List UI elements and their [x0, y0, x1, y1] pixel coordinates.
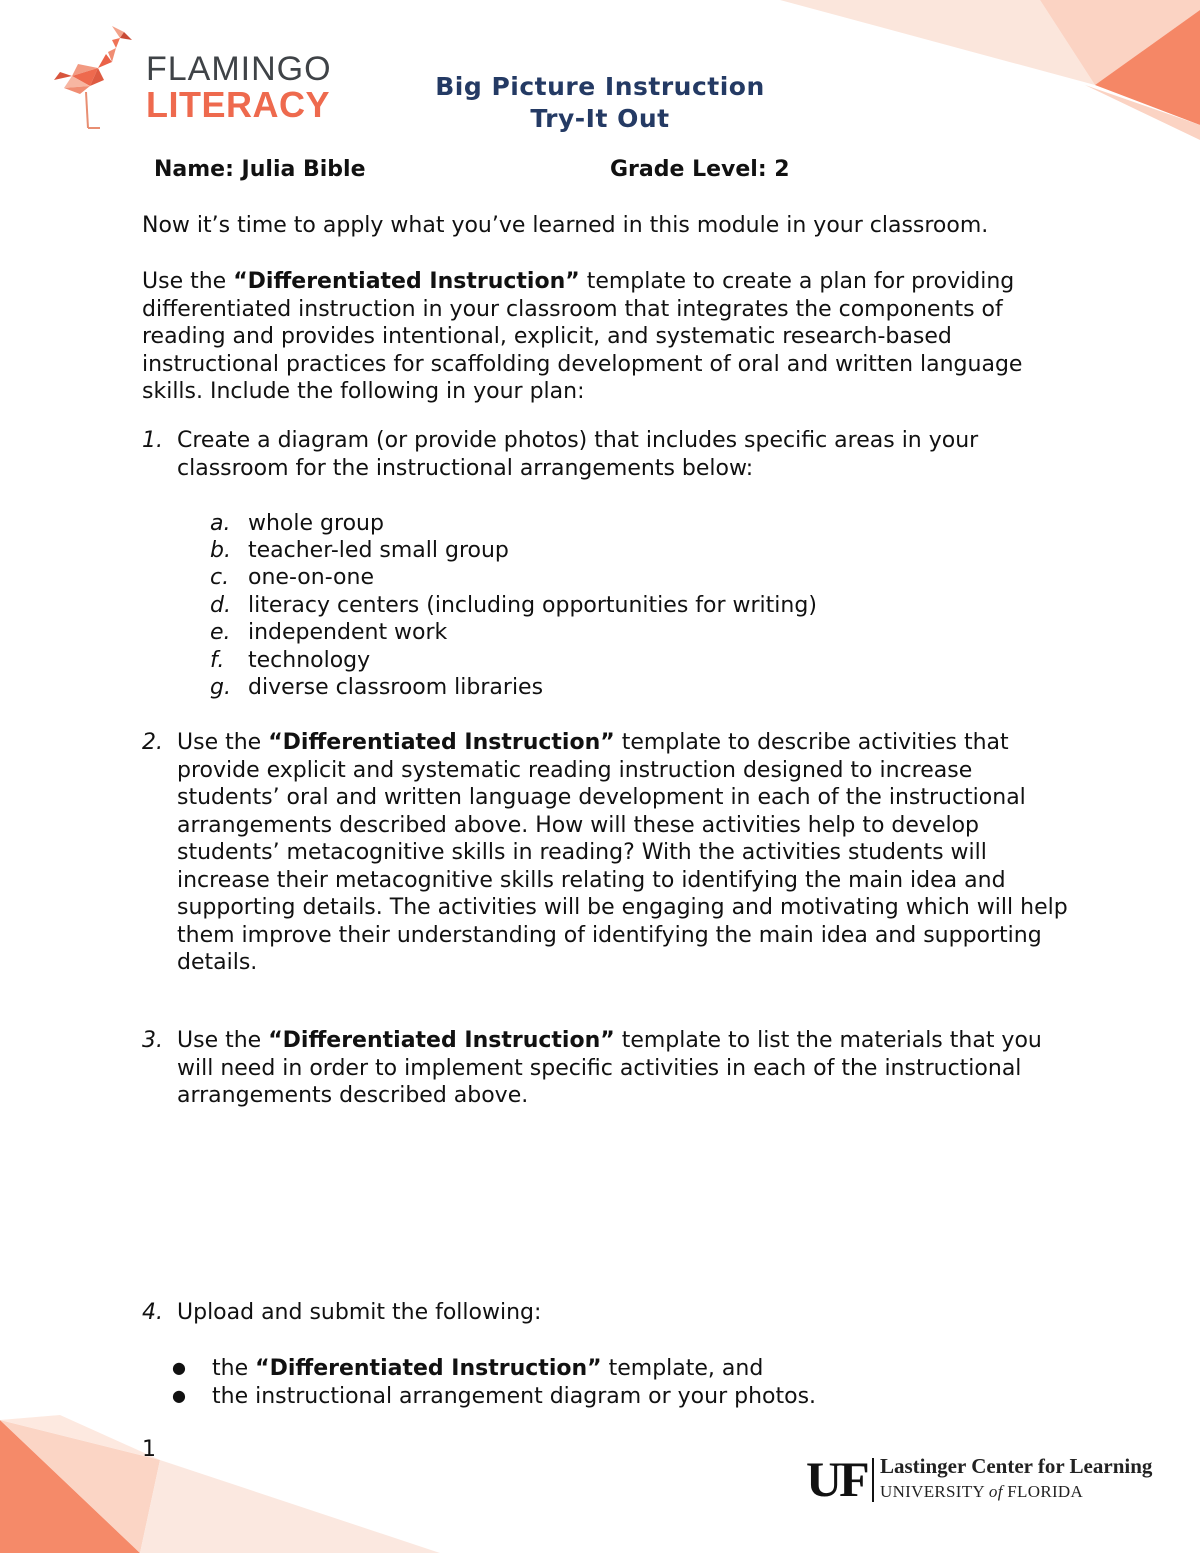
page-number: 1 [142, 1437, 156, 1462]
item-pre: Use the [177, 730, 269, 755]
sub-text: independent work [248, 620, 448, 645]
instructions-pre: Use the [142, 269, 234, 294]
sub-item-e [210, 619, 447, 647]
bullet-pre: the [212, 1356, 256, 1381]
item-text [177, 729, 1072, 977]
sub-item-b [210, 537, 509, 565]
uf-of: of [988, 1482, 1003, 1501]
list-item-1 [142, 427, 1072, 482]
template-name: “Differentiated Instruction” [255, 1356, 602, 1381]
sub-text: teacher-led small group [248, 538, 509, 563]
uf-university: UNIVERSITY [880, 1482, 989, 1501]
item-text: Create a diagram (or provide photos) that includes specific areas in your classroom for the instructional arrangements below: [177, 428, 979, 481]
item-text [177, 1027, 1072, 1110]
item-post: template to list the materials that you will need in order to implement specific activities in each of the instructional arrangements described above. [177, 1028, 1042, 1108]
item-number: 2. [142, 730, 163, 755]
bullet-icon: ● [172, 1386, 186, 1405]
sub-item-c [210, 564, 374, 592]
logo-wordmark-top: FLAMINGO [146, 50, 332, 88]
page-subtitle: Try-It Out [530, 104, 670, 133]
bullet-post: template, and [601, 1356, 764, 1381]
sub-letter: f. [210, 648, 225, 673]
template-name: “Differentiated Instruction” [268, 730, 615, 755]
sub-letter: b. [210, 538, 231, 563]
intro-paragraph: Now it’s time to apply what you’ve learned in this module in your classroom. [142, 213, 989, 238]
item-text: Upload and submit the following: [177, 1300, 542, 1325]
uf-mark: UF [806, 1451, 867, 1507]
sub-text: diverse classroom libraries [248, 675, 544, 700]
list-item-2 [142, 729, 1072, 977]
instructions-post: template to create a plan for providing differentiated instruction in your classroom that integrates the components of reading and provides intentional, explicit, and systematic research-based instructional practices for scaffolding development of oral and written language skills. Include the following in your plan: [142, 269, 1023, 404]
sub-item-g [210, 674, 543, 702]
sub-letter: e. [210, 620, 231, 645]
template-name: “Differentiated Instruction” [233, 269, 580, 294]
sub-letter: c. [210, 565, 230, 590]
item-pre: Use the [177, 1028, 269, 1053]
list-item-4 [142, 1299, 1072, 1327]
sub-item-a [210, 510, 384, 538]
sub-text: one-on-one [248, 565, 374, 590]
uf-center-name: Lastinger Center for Learning [880, 1454, 1153, 1478]
bullet-text: the instructional arrangement diagram or your photos. [212, 1384, 817, 1409]
uf-university-name [880, 1482, 1083, 1502]
uf-florida: FLORIDA [1002, 1482, 1084, 1501]
list-item-3 [142, 1027, 1072, 1110]
instructions-paragraph [142, 268, 1082, 406]
bullet-item-1 [172, 1354, 763, 1383]
sub-item-d [210, 592, 817, 620]
item-number: 1. [142, 428, 163, 453]
template-name: “Differentiated Instruction” [268, 1028, 615, 1053]
bullet-item-2 [172, 1382, 816, 1411]
uf-lastinger-logo [806, 1452, 1156, 1512]
sub-text: literacy centers (including opportunities for writing) [248, 593, 817, 618]
uf-divider [872, 1458, 874, 1502]
sub-item-f [210, 647, 370, 675]
sub-letter: g. [210, 675, 231, 700]
logo-wordmark-bottom: LITERACY [146, 84, 330, 125]
sub-text: whole group [248, 511, 384, 536]
bullet-icon: ● [172, 1358, 186, 1377]
page-title: Big Picture Instruction [435, 72, 765, 101]
item-number: 3. [142, 1028, 163, 1053]
sub-letter: a. [210, 511, 231, 536]
item-post: template to describe activities that provide explicit and systematic reading instruction designed to increase students’ oral and written language development in each of the instructional arrangements described above. How will these activities help to develop students’ metacognitive skills in reading? With the activities students will increase their metacognitive skills relating to identifying the main idea and supporting details. The activities will be engaging and motivating which will help them improve their understanding of identifying the main idea and supporting details. [177, 730, 1068, 975]
sub-text: technology [248, 648, 371, 673]
student-name: Name: Julia Bible [154, 157, 366, 182]
item-number: 4. [142, 1300, 163, 1325]
sub-letter: d. [210, 593, 231, 618]
grade-level: Grade Level: 2 [610, 157, 790, 182]
